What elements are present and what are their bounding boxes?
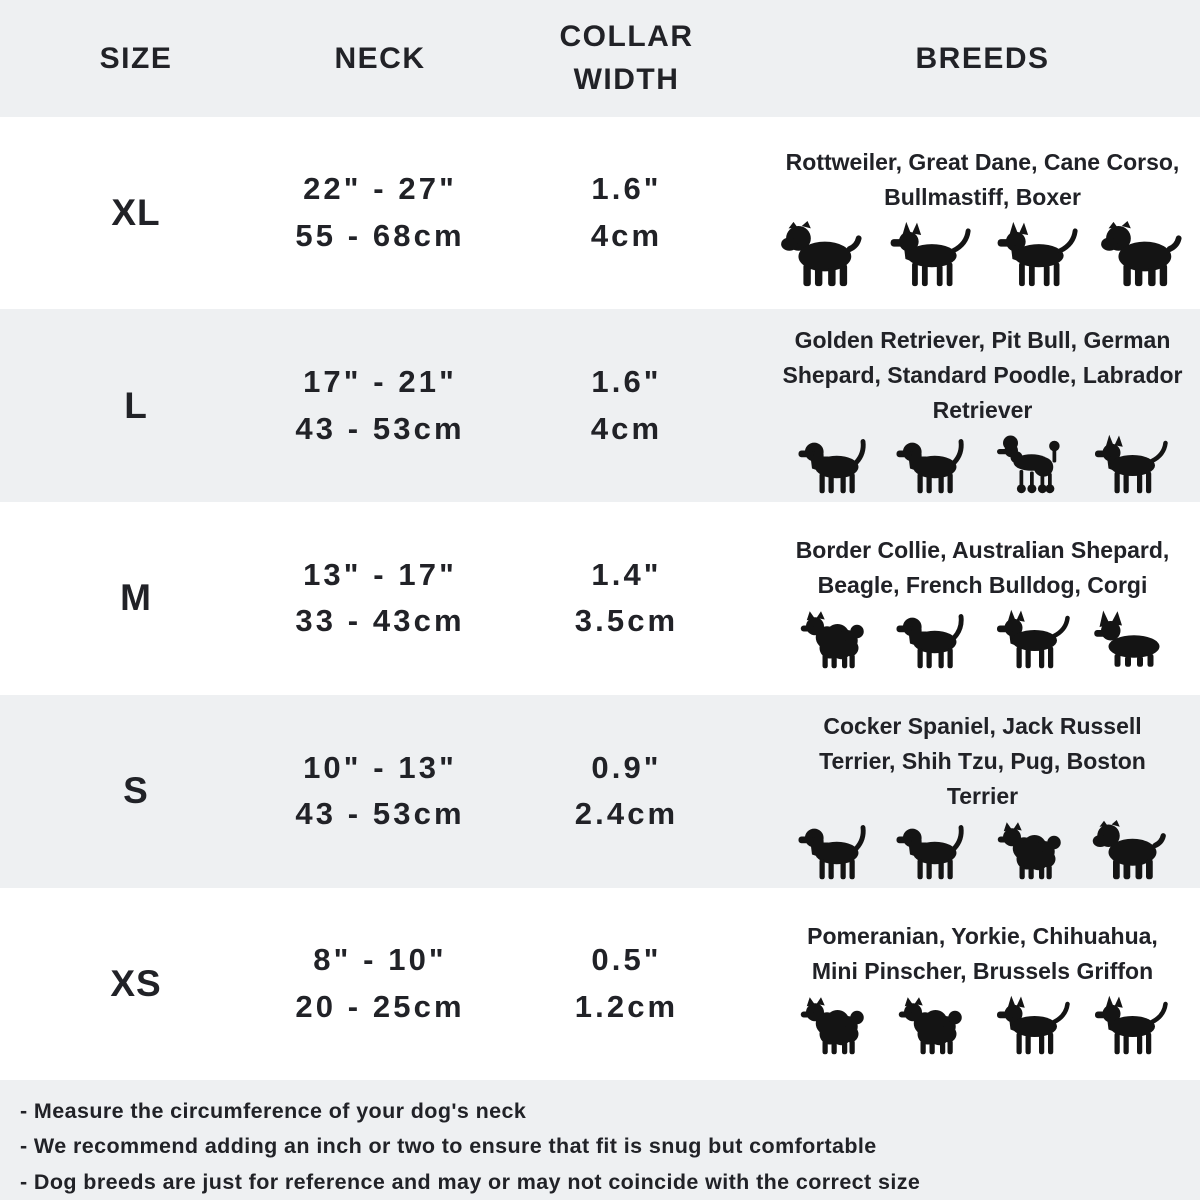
cane-corso-icon — [991, 221, 1082, 287]
neck-range — [272, 117, 488, 310]
great-dane-icon — [884, 221, 975, 287]
neck-range-cm: 43 - 53cm — [295, 796, 465, 832]
pug-icon — [1089, 820, 1172, 880]
pomeranian-icon — [794, 995, 877, 1055]
collar-width-cm: 4cm — [590, 217, 663, 253]
neck-range-cm: 20 - 25cm — [295, 988, 465, 1024]
collar-width — [488, 117, 765, 310]
neck-range-cm: 43 - 53cm — [295, 410, 465, 446]
breeds-text: Border Collie, Australian Shepard, Beagle, French Bulldog, Corgi — [795, 537, 1170, 599]
size-header: SIZE — [99, 41, 173, 75]
collar-width-header: COLLAR WIDTH — [559, 19, 694, 97]
beagle-icon — [892, 609, 975, 669]
size-label: S — [123, 770, 149, 812]
size-label: L — [124, 384, 148, 426]
neck-range-inches: 10" - 13" — [303, 749, 457, 785]
collar-width-inches: 1.6" — [591, 171, 662, 207]
table-row-xl — [0, 117, 1200, 310]
note-reference: - Dog breeds are just for reference and may or may not coincide with the correct size — [20, 1169, 921, 1194]
table-row-xs — [0, 888, 1200, 1081]
jack-russell-terrier-icon — [892, 820, 975, 880]
labrador-retriever-icon — [892, 434, 975, 494]
neck-range-inches: 17" - 21" — [303, 364, 457, 400]
neck-range-inches: 8" - 10" — [313, 942, 447, 978]
size-label: XS — [110, 962, 162, 1004]
corgi-icon — [1089, 609, 1172, 669]
collar-width — [488, 502, 765, 695]
breed-icons — [794, 609, 1172, 669]
german-shepherd-icon — [1089, 434, 1172, 494]
chihuahua-icon — [991, 995, 1074, 1055]
breeds-text: Rottweiler, Great Dane, Cane Corso, Bullmastiff, Boxer — [785, 149, 1180, 210]
size-label: XL — [111, 191, 161, 233]
neck-range-inches: 22" - 27" — [303, 171, 457, 207]
collar-width-cm: 2.4cm — [574, 796, 679, 832]
australian-shepherd-icon — [794, 609, 877, 669]
neck-range — [272, 695, 488, 888]
cocker-spaniel-icon — [794, 820, 877, 880]
table-row-l — [0, 309, 1200, 502]
table-row-s — [0, 695, 1200, 888]
neck-range-inches: 13" - 17" — [303, 556, 457, 592]
breed-icons — [794, 820, 1172, 880]
breeds-cell — [765, 888, 1200, 1081]
footer-notes — [0, 1080, 1200, 1200]
yorkie-icon — [892, 995, 975, 1055]
french-bulldog-icon — [991, 609, 1074, 669]
breed-icons — [794, 995, 1172, 1055]
collar-width — [488, 888, 765, 1081]
breeds-header: BREEDS — [915, 41, 1050, 75]
collar-width-cm: 1.2cm — [574, 988, 679, 1024]
rottweiler-icon — [777, 221, 868, 287]
collar-width-inches: 0.9" — [591, 749, 662, 785]
neck-header: NECK — [334, 41, 426, 75]
table-header-row — [0, 0, 1200, 117]
bullmastiff-icon — [1097, 221, 1188, 287]
shih-tzu-icon — [991, 820, 1074, 880]
collar-width — [488, 695, 765, 888]
table-row-m — [0, 502, 1200, 695]
note-recommend: - We recommend adding an inch or two to ensure that fit is snug but comfortable — [20, 1134, 877, 1159]
collar-width — [488, 309, 765, 502]
breeds-cell — [765, 117, 1200, 310]
breeds-text: Cocker Spaniel, Jack Russell Terrier, Shih Tzu, Pug, Boston Terrier — [819, 712, 1146, 809]
neck-range — [272, 888, 488, 1081]
neck-range — [272, 502, 488, 695]
breed-icons — [794, 434, 1172, 494]
breed-icons — [777, 221, 1188, 287]
breeds-cell — [765, 695, 1200, 888]
standard-poodle-icon — [991, 434, 1074, 494]
neck-range-cm: 33 - 43cm — [295, 603, 465, 639]
collar-width-inches: 1.6" — [591, 364, 662, 400]
golden-retriever-icon — [794, 434, 877, 494]
breeds-cell — [765, 502, 1200, 695]
collar-width-cm: 3.5cm — [574, 603, 679, 639]
breeds-cell — [765, 309, 1200, 502]
collar-width-cm: 4cm — [590, 410, 663, 446]
collar-width-inches: 1.4" — [591, 556, 662, 592]
size-label: M — [120, 577, 152, 619]
breeds-text: Golden Retriever, Pit Bull, German Shepard, Standard Poodle, Labrador Retriever — [782, 327, 1183, 424]
neck-range-cm: 55 - 68cm — [295, 217, 465, 253]
neck-range — [272, 309, 488, 502]
breeds-text: Pomeranian, Yorkie, Chihuahua, Mini Pinscher, Brussels Griffon — [807, 922, 1158, 984]
collar-width-inches: 0.5" — [591, 942, 662, 978]
miniature-pinscher-icon — [1089, 995, 1172, 1055]
note-measure: - Measure the circumference of your dog's neck — [20, 1099, 527, 1124]
